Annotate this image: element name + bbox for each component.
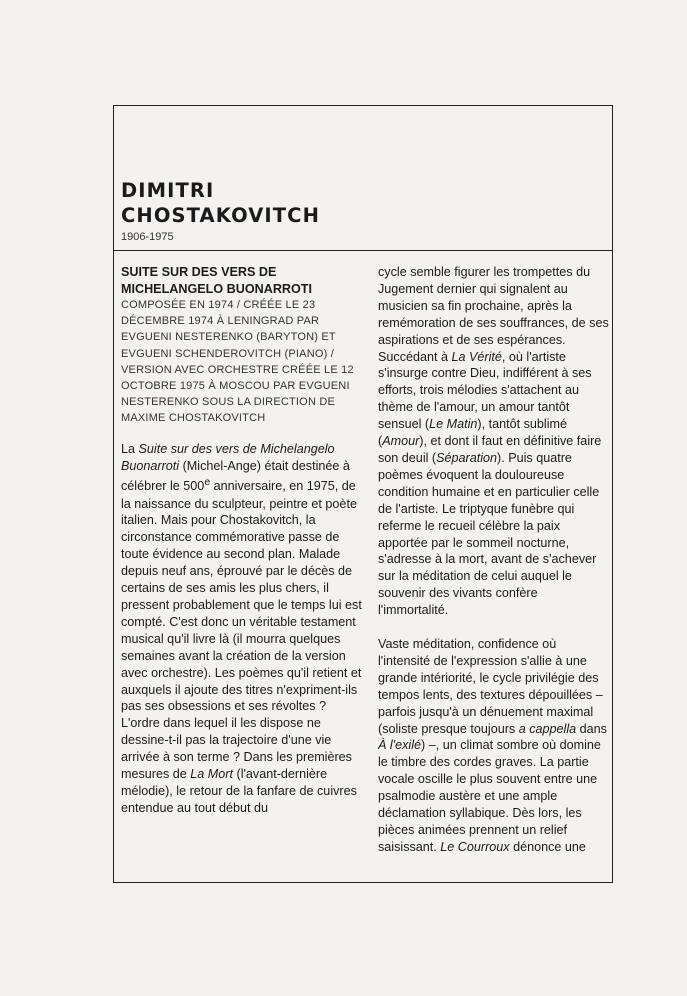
- composer-header: [114, 106, 612, 251]
- text-run: ), et dont il faut en définitive faire son deuil (: [378, 434, 602, 465]
- text-run: , où l'artiste s'insurge contre Dieu, indifférent à ses efforts, trois mélodies s'attachent au thème de l'amour, un amour tantôt sensuel (: [378, 349, 592, 432]
- text-run: dénonce une: [509, 839, 586, 854]
- text-run: anniversaire, en 1975, de la naissance du sculpteur, peintre et poète italien. Mais pour Chostakovitch, la circonstance commémorative passe de toute évidence au second plan. Malade depuis neuf ans, éprouvé par le décès de certains de ses amis les plus chers, il pressent probablement que le temps lui est compté. C'est donc un véritable testament musical qu'il livre là (il mourra quelques semaines avant la création de la version avec orchestre). Les poèmes qu'il retient et auxquels il ajoute des titres n'expriment-ils pas ses obsessions et ses révoltes ? L'ordre dans lequel il les dispose ne dessine-t-il pas la trajectoire d'une vie arrivée à son terme ? Dans les premières mesures de: [121, 479, 362, 782]
- text-run: (Michel-Ange) était destinée à célébrer le 500: [121, 458, 350, 494]
- composer-name-line1: DIMITRI: [121, 179, 215, 202]
- song-title-italic: Séparation: [436, 450, 498, 465]
- body-paragraph-3: [378, 636, 610, 856]
- song-title-italic: Le Courroux: [440, 839, 510, 854]
- text-run: La: [121, 441, 139, 456]
- text-run: Vaste méditation, confidence où l'intensité de l'expression s'allie à une grande intériorité, le cycle privilégie des tempos lents, des textures dépouillées – parfois jusqu'à un dénuement maximal (soliste presque toujours: [378, 637, 603, 736]
- work-title-italic: Suite sur des vers de Michelangelo Buonarroti: [121, 441, 335, 473]
- text-run: ) –, un climat sombre où domine le timbre des cordes graves. La partie vocale oscille le plus souvent entre une psalmodie austère et une ample déclamation syllabique. Dès lors, les pièces animées prennent un relief saisissant.: [378, 738, 601, 854]
- text-run: ), tantôt sublimé (: [378, 417, 568, 449]
- program-note-frame: [113, 105, 613, 883]
- term-italic: a cappella: [518, 721, 577, 736]
- body-paragraph-1: [121, 441, 363, 817]
- work-title-line2: MICHELANGELO BUONARROTI: [121, 281, 312, 296]
- text-run: ). Puis quatre poèmes évoquent la douloureuse condition humaine et en particulier celle de l'artiste. Le triptyque funèbre qui referme le recueil célèbre la paix apportée par le sommeil nocturne, s'adresse à la mort, avant de s'achever sur la méditation de celui auquel le souvenir des vivants confère l'immortalité.: [378, 450, 600, 618]
- left-column: [121, 264, 363, 834]
- composer-name-line2: CHOSTAKOVITCH: [121, 204, 320, 227]
- work-title: [121, 264, 363, 297]
- right-column: [378, 264, 610, 873]
- text-run: cycle semble figurer les trompettes du Jugement dernier qui signalent au musicien sa fin prochaine, après la remémoration de ses souffrances, de ses aspirations et de ses espérances. Succédant à: [378, 265, 609, 364]
- song-title-italic: À l'exilé: [378, 738, 422, 753]
- song-title-italic: La Mort: [190, 767, 233, 782]
- text-run: (l'avant-dernière mélodie), le retour de la fanfare de cuivres entendue au tout début du: [121, 767, 357, 815]
- song-title-italic: Amour: [382, 434, 420, 449]
- work-title-line1: SUITE SUR DES VERS DE: [121, 265, 277, 279]
- song-title-italic: Le Matin: [429, 417, 478, 432]
- song-title-italic: La Vérité: [451, 349, 502, 364]
- body-paragraph-2: [378, 264, 610, 619]
- composer-dates: 1906-1975: [121, 231, 174, 243]
- work-info: COMPOSÉE EN 1974 / CRÉÉE LE 23 DÉCEMBRE 1974 À LENINGRAD PAR EVGUENI NESTERENKO (BARYTON) ET EVGUENI SCHENDEROVITCH (PIANO) / VERSION AVEC ORCHESTRE CRÉÉE LE 12 OCTOBRE 1975 À MOSCOU PAR EVGUENI NESTERENKO SOUS LA DIRECTION DE MAXIME CHOSTAKOVITCH: [121, 299, 354, 425]
- composer-name: [121, 178, 320, 228]
- ordinal-superscript: e: [204, 476, 211, 489]
- text-run: dans: [576, 721, 607, 736]
